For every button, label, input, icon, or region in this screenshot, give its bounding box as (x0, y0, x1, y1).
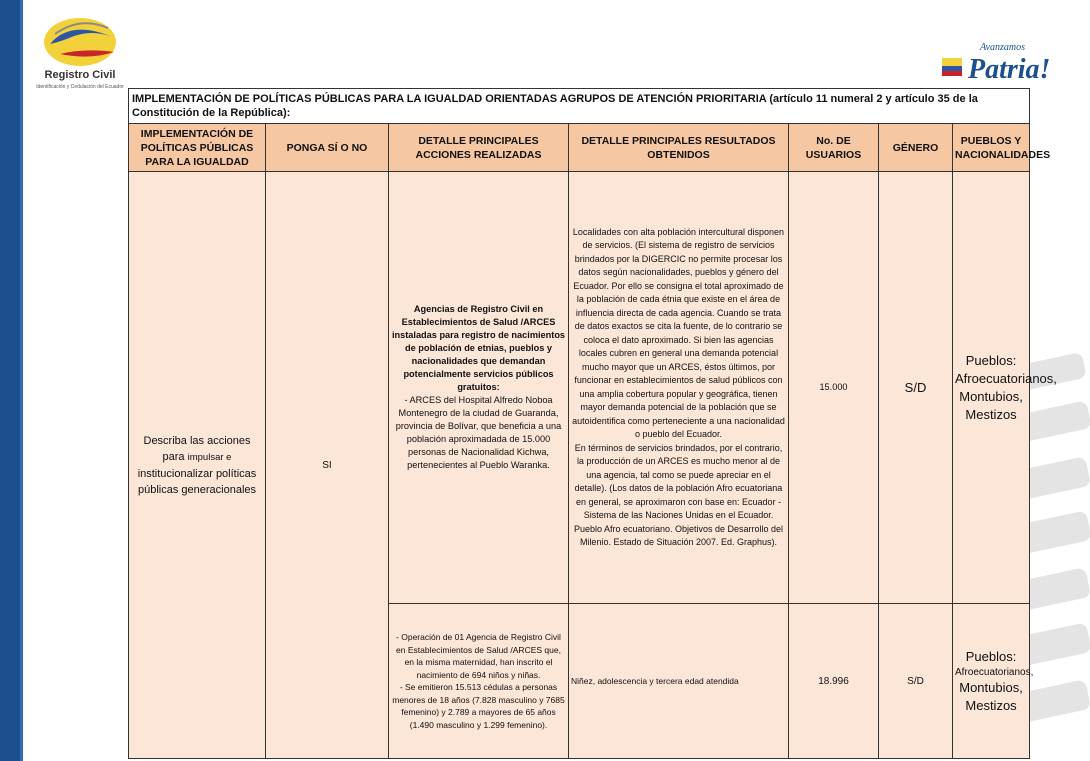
left-accent-bar (0, 0, 20, 761)
row1-action-cell (389, 172, 569, 604)
row2-action-cell (389, 604, 569, 759)
row2-gender: S/D (879, 604, 953, 759)
row1-result-p2: En términos de servicios brindados, por el contrario, la producción de un ARCES es mucho menor al de una agencia, tal como se puede apreciar en el detalle). (Los datos de la población Afro ecuatoriana en general, se aproximaron con base en: Ecuador -Sistema de las Naciones Unidas en el Ecuador. Pueblo Afro ecuatoriano. Objetivos de Desarrollo del Milenio. Estado de Situación 2007. Ed. Graphus). (573, 442, 784, 547)
row1-action-bold: Agencias de Registro Civil en Establecimientos de Salud /ARCES instaladas para registro de nacimientos de población de etnias, pueblos y nacionalidades que demandan potencialmente servicios públicos gratuitos: (391, 304, 566, 392)
row2-users: 18.996 (789, 604, 879, 759)
policy-table (128, 88, 1057, 759)
row1-action-detail: - ARCES del Hospital Alfredo Noboa Montenegro de la ciudad de Guaranda, provincia de Bolívar, que beneficia a una población aproximadada de 15.000 personas de Nacionalidad Kichwa, pertenecientes al Pueblo Waranka. (395, 395, 562, 470)
row-label-cell (129, 172, 266, 759)
patria-logo (938, 36, 1068, 88)
row2-peoples-cell (953, 604, 1034, 759)
header-acciones: DETALLE PRINCIPALES ACCIONES REALIZADAS (389, 124, 569, 172)
header-usuarios: No. DE USUARIOS (789, 124, 879, 172)
row-label-line1b: impulsar e (187, 451, 232, 463)
registro-civil-logo (30, 14, 130, 96)
header-resultados: DETALLE PRINCIPALES RESULTADOS OBTENIDOS (569, 124, 789, 172)
header-ponga-si-no: PONGA SÍ O NO (266, 124, 389, 172)
row-answer: SI (266, 172, 389, 759)
header-genero: GÉNERO (879, 124, 953, 172)
row-label-line2: institucionalizar políticas públicas generacionales (137, 467, 257, 496)
logo-left-title: Registro Civil (44, 69, 116, 81)
logo-left-subtitle: Identificación y Cedulación del Ecuador (36, 84, 124, 90)
left-accent-stripe (20, 0, 23, 761)
row1-users: 15.000 (789, 172, 879, 604)
row2-action-p1: - Operación de 01 Agencia de Registro Civil en Establecimientos de Salud /ARCES que, en la misma maternidad, han inscrito el nacimiento de 694 niños y niñas. (396, 632, 561, 680)
row1-result-p1: Localidades con alta población intercultural disponen de servicios. (El sistema de registro de servicios brindados por la DIGERCIC no permite procesar los datos según nacionalidades, pueblos y género del Ecuador. Por ello se consigna el total aproximado de la población de cada étnia que existe en el área de influencia directa de cada agencia. Cuando se trata de datos exactos se cita la fuente, de lo contrario se coloca el dato aproximado. Si bien las agencias locales cubren en general una demanda potencial mucho mayor que un ARCES, éstos últimos, por funcionar en establecimientos de salud públicos con una amplia cobertura popular y geográfica, tienen mayor demanda potencial de la población que se autoidentifica como perteneciente a una nacionalidad o pueblo del Ecuador. (572, 226, 785, 439)
logo-right-top: Avanzamos (980, 42, 1025, 53)
row1-peoples: Pueblos: Afroecuatorianos, Montubios, Mestizos (953, 172, 1030, 604)
table-banner-title: IMPLEMENTACIÓN DE POLÍTICAS PÚBLICAS PARA LA IGUALDAD ORIENTADAS AGRUPOS DE ATENCIÓN PRIORITARIA (artículo 11 numeral 2 y artículo 35 de la Constitución de la República): (129, 89, 1030, 124)
row2-peoples-c: Montubios, Mestizos (959, 679, 1023, 713)
row-label-line1: Describa las acciones para (143, 434, 251, 463)
row2-result: Niñez, adolescencia y tercera edad atendida (569, 604, 789, 759)
logo-right-main: Patria! (968, 54, 1051, 85)
row2-action-p2: - Se emitieron 15.513 cédulas a personas menores de 18 años (7.828 masculino y 7685 femenino) y 2.789 a mayores de 65 años (1.490 masculino y 1.299 femenino). (392, 682, 565, 730)
row2-peoples-a: Pueblos: (965, 648, 1017, 664)
header-implementacion: IMPLEMENTACIÓN DE POLÍTICAS PÚBLICAS PARA LA IGUALDAD (129, 124, 266, 172)
header-pueblos: PUEBLOS Y NACIONALIDADES (953, 124, 1030, 172)
row1-result-cell (569, 172, 789, 604)
row2-peoples-b: Afroecuatorianos, (955, 666, 1034, 678)
row1-gender: S/D (879, 172, 953, 604)
